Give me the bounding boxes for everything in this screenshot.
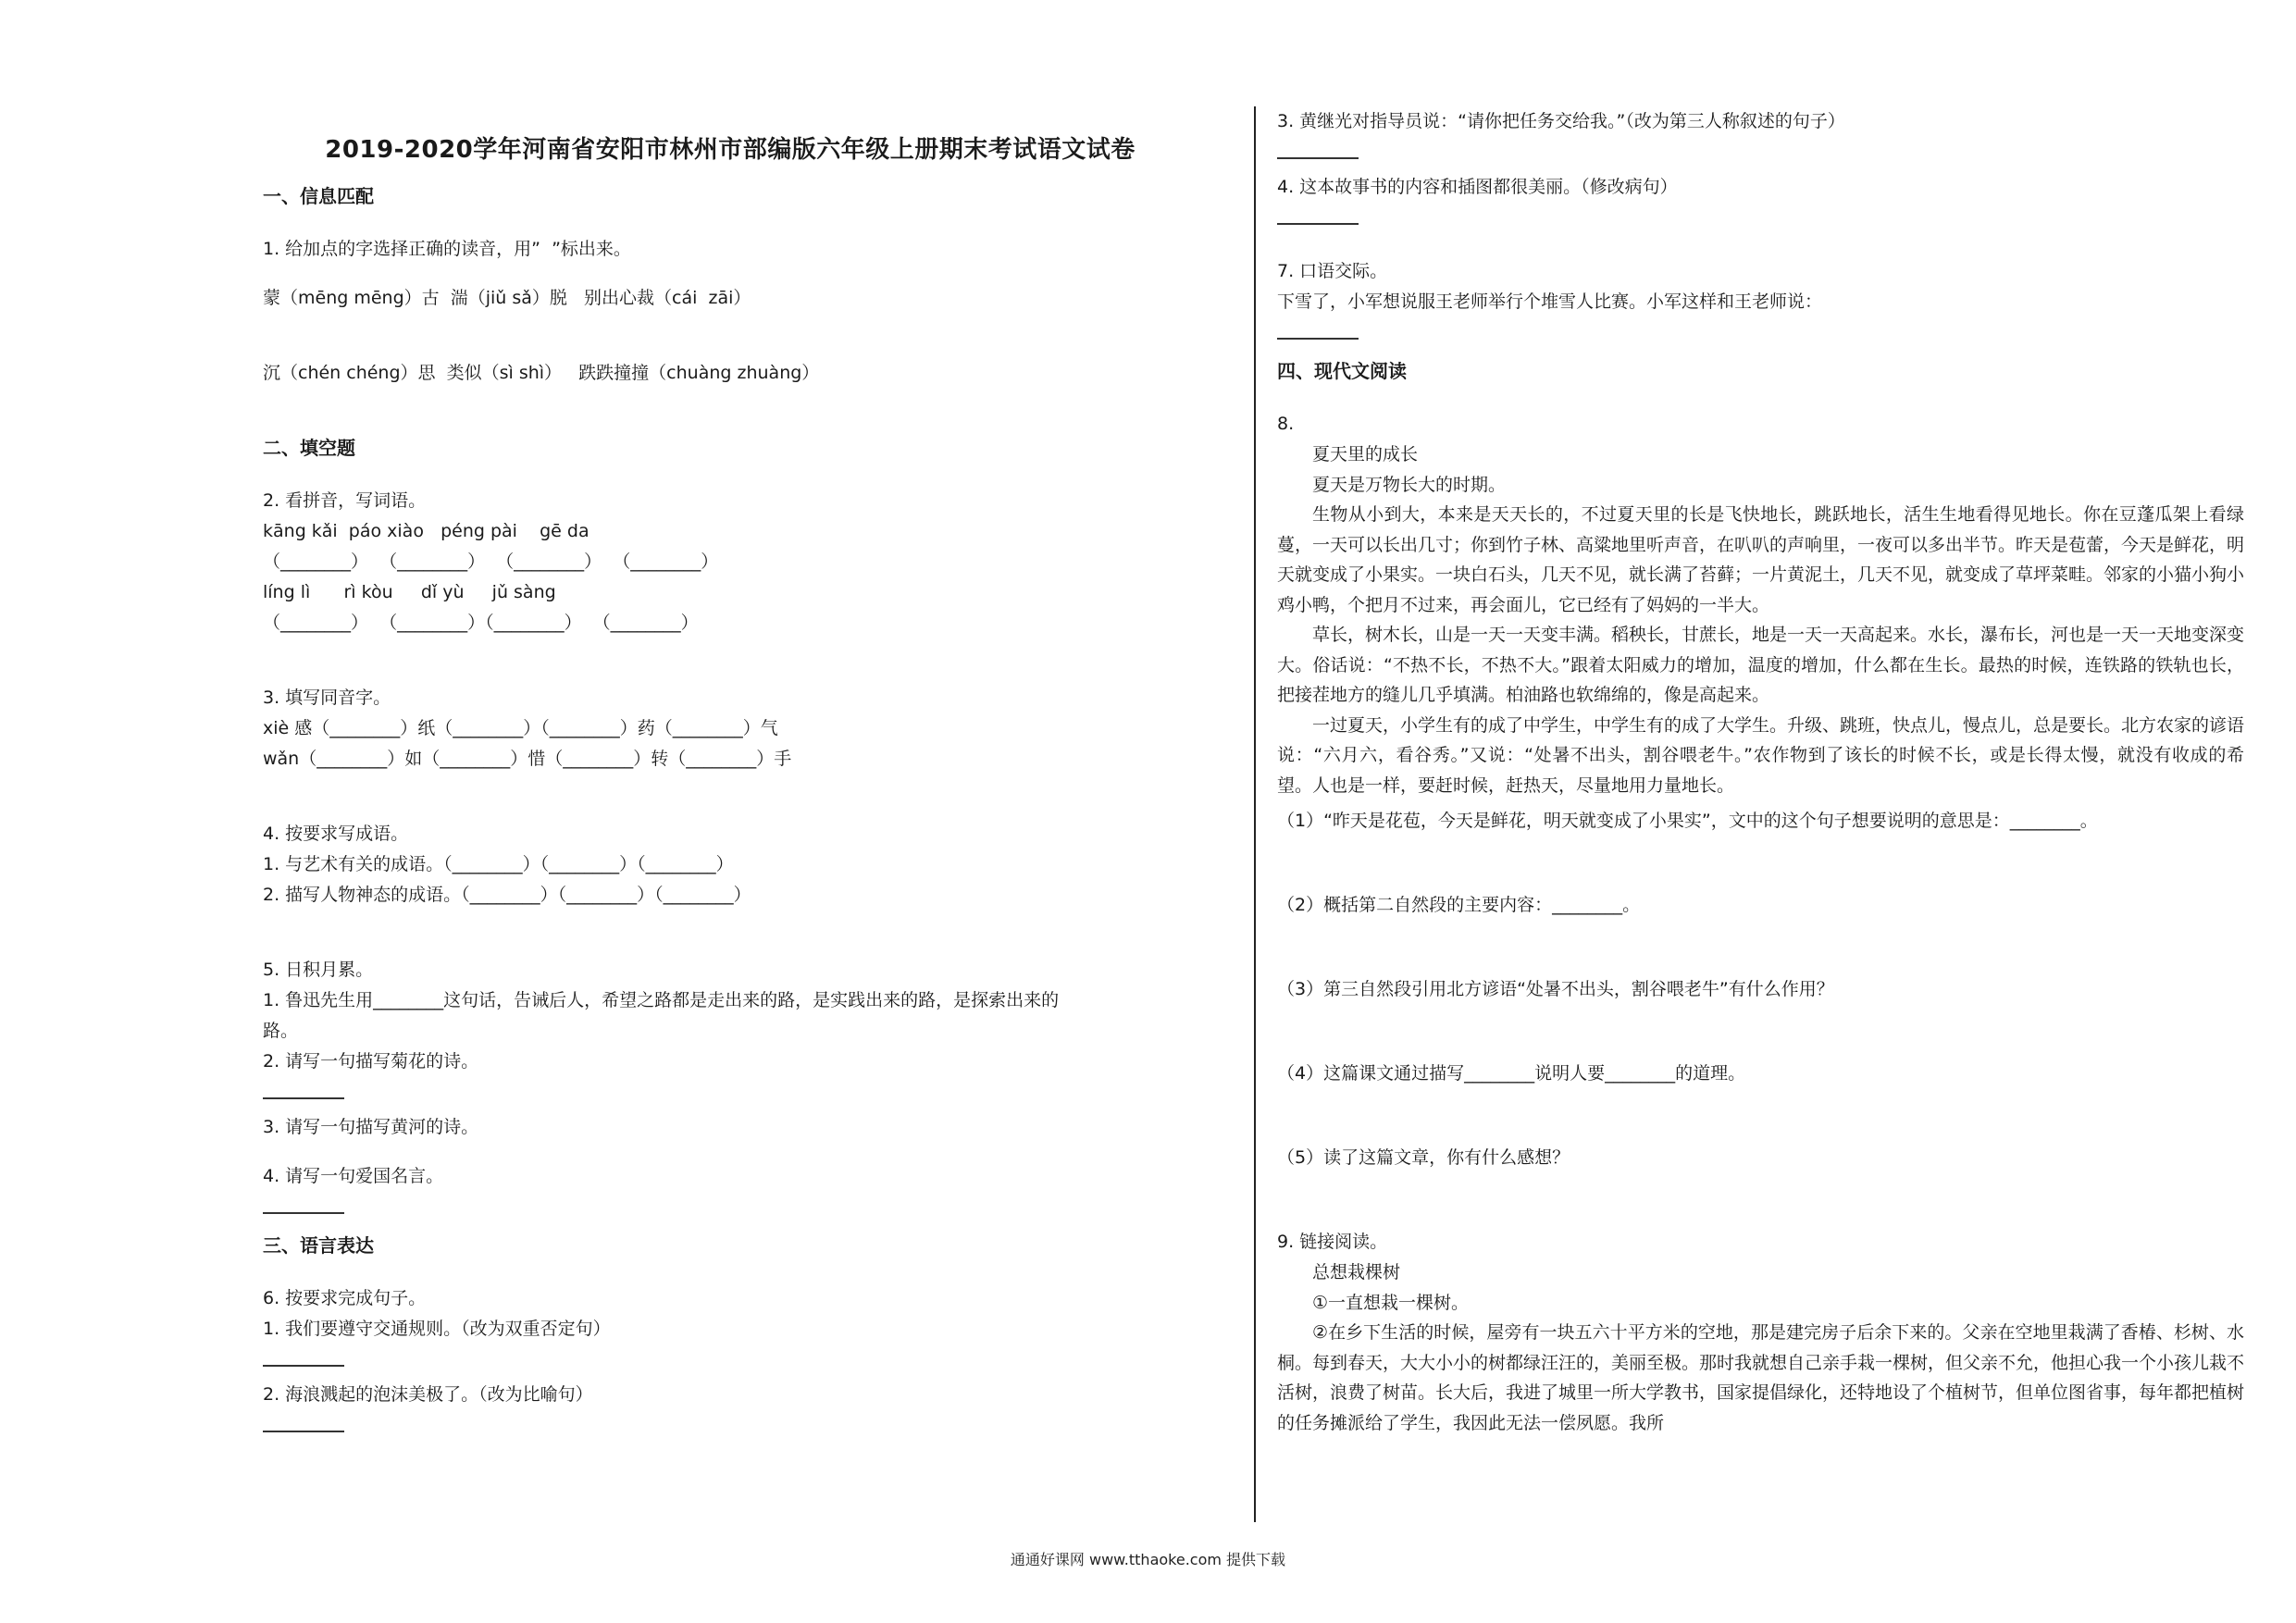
question-7-text: 下雪了，小军想说服王老师举行个堆雪人比赛。小军这样和王老师说：: [1277, 291, 1823, 312]
question-5-2: 2. 请写一句描写菊花的诗。: [263, 1051, 479, 1072]
question-4-row-1: 1. 与艺术有关的成语。（________）（________）（________）: [263, 854, 734, 874]
passage-1-para-3: 草长，树木长，山是一天一天变丰满。稻秧长，甘蔗长，地是一天一天高起来。水长，瀑布长，河也是一天一天地变深变大。俗话说：“不热不长，不热不大。”跟着太阳威力的增加，温度的增加，什么都在生长。最热的时候，连铁路的铁轨也长，把接茬地方的缝儿几乎填满。柏油路也软绵绵的，像是高起来。: [1277, 625, 2245, 705]
question-5-4: 4. 请写一句爱国名言。: [263, 1166, 444, 1186]
question-7: 7. 口语交际。: [1277, 261, 1388, 281]
passage-1-para-2: 生物从小到大，本来是天天长的，不过夏天里的长是飞快地长，跳跃地长，活生生地看得见地长。你在豆蓬瓜架上看绿蔓，一天可以长出几寸；你到竹子林、高粱地里听声音，在叭叭的声响里，一夜可以多出半节。昨天是苞蕾，今天是鲜花，明天就变成了小果实。一块白石头，几天不见，就长满了苔藓；一片黄泥土，几天不见，就变成了草坪菜畦。邻家的小猫小狗小鸡小鸭，个把月不过来，再会面儿，它已经有了妈妈的一半大。: [1277, 504, 2245, 615]
question-2: 2. 看拼音，写词语。: [263, 490, 427, 511]
question-8: 8.: [1277, 414, 1295, 434]
answer-line: [263, 1079, 344, 1099]
question-9: 9. 链接阅读。: [1277, 1232, 1388, 1252]
question-3-row-1: xiè 感（________）纸（________）（________）药（________）气: [263, 718, 778, 738]
question-6-2: 2. 海浪溅起的泡沫美极了。（改为比喻句）: [263, 1384, 593, 1405]
question-5: 5. 日积月累。: [263, 960, 374, 980]
passage-1-para-4: 一过夏天，小学生有的成了中学生，中学生有的成了大学生。升级、跳班，快点儿，慢点儿，总是要长。北方农家的谚语说：“六月六，看谷秀。”又说：“处暑不出头，割谷喂老牛。”农作物到了该长的时候不长，或是长得太慢，就没有收成的希望。人也是一样，要赶时候，赶热天，尽量地用力量地长。: [1277, 714, 2245, 796]
section-4-heading: 四、现代文阅读: [1277, 360, 1407, 382]
column-divider: [1254, 106, 1256, 1522]
question-6: 6. 按要求完成句子。: [263, 1288, 427, 1308]
question-6-3: 3. 黄继光对指导员说：“请你把任务交给我。”（改为第三人称叙述的句子）: [1277, 111, 1845, 131]
question-8-sub-1: （1）“昨天是花苞，今天是鲜花，明天就变成了小果实”，文中的这个句子想要说明的意思是：________。: [1277, 811, 2098, 831]
question-2-blanks-2: （________） （________）（________） （________）: [263, 613, 699, 633]
question-8-sub-2: （2）概括第二自然段的主要内容：________。: [1277, 895, 1641, 915]
question-8-sub-3: （3）第三自然段引用北方谚语“处暑不出头，割谷喂老牛”有什么作用？: [1277, 979, 1834, 999]
left-column: [263, 106, 1198, 1445]
answer-line: [263, 1194, 344, 1214]
question-5-3: 3. 请写一句描写黄河的诗。: [263, 1117, 479, 1137]
question-2-pinyin-1: kāng kǎi páo xiào péng pài gē da: [263, 521, 590, 541]
passage-2-title: 总想栽棵树: [1312, 1262, 1401, 1282]
question-6-4: 4. 这本故事书的内容和插图都很美丽。（修改病句）: [1277, 177, 1678, 197]
question-4-row-2: 2. 描写人物神态的成语。（________）（________）（________）: [263, 885, 751, 905]
passage-1-title: 夏天里的成长: [1312, 444, 1419, 465]
right-column: [1277, 106, 2244, 1438]
section-3-heading: 三、语言表达: [263, 1234, 374, 1257]
page-footer: 通通好课网 www.tthaoke.com 提供下载: [1010, 1551, 1286, 1568]
question-8-sub-4: （4）这篇课文通过描写________说明人要________的道理。: [1277, 1063, 1746, 1084]
question-8-sub-5: （5）读了这篇文章，你有什么感想？: [1277, 1147, 1570, 1168]
answer-line: [1277, 139, 1359, 159]
question-5-1a: 1. 鲁迅先生用________这句话，告诫后人，希望之路都是走出来的路，是实践出来的路，是探索出来的: [263, 990, 1060, 1010]
passage-2-para-1: ①一直想栽一棵树。: [1312, 1292, 1470, 1313]
question-5-1b: 路。: [263, 1021, 299, 1041]
section-1-heading: 一、信息匹配: [263, 185, 374, 207]
question-1-row-1: 蒙（mēng mēng）古 湍（jiǔ sǎ）脱 别出心裁（cái zāi）: [263, 288, 751, 308]
question-2-blanks-1: （________） （________） （________） （________）: [263, 551, 719, 572]
question-6-1: 1. 我们要遵守交通规则。（改为双重否定句）: [263, 1319, 611, 1339]
answer-line: [263, 1346, 344, 1367]
exam-title: 2019-2020学年河南省安阳市林州市部编版六年级上册期末考试语文试卷: [325, 136, 1136, 164]
passage-1-para-1: 夏天是万物长大的时期。: [1312, 474, 1507, 495]
question-1: 1. 给加点的字选择正确的读音，用” ”标出来。: [263, 239, 631, 259]
answer-line: [263, 1412, 344, 1432]
passage-2-para-2: ②在乡下生活的时候，屋旁有一块五六十平方米的空地，那是建完房子后余下来的。父亲在空地里栽满了香椿、杉树、水桐。每到春天，大大小小的树都绿汪汪的，美丽至极。那时我就想自己亲手栽一棵树，但父亲不允，他担心我一个小孩儿栽不活树，浪费了树苗。长大后，我进了城里一所大学教书，国家提倡绿化，还特地设了个植树节，但单位图省事，每年都把植树的任务摊派给了学生，我因此无法一偿夙愿。我所: [1277, 1322, 2245, 1433]
answer-line: [1277, 319, 1359, 340]
question-3: 3. 填写同音字。: [263, 688, 391, 708]
question-2-pinyin-2: líng lì rì kòu dǐ yù jǔ sàng: [263, 582, 556, 602]
question-3-row-2: wǎn（________）如（________）惜（________）转（________）手: [263, 749, 792, 769]
question-1-row-2: 沉（chén chéng）思 类似（sì shì） 跌跌撞撞（chuàng zhuàng）: [263, 363, 820, 383]
answer-line: [1277, 204, 1359, 225]
question-4: 4. 按要求写成语。: [263, 824, 409, 844]
section-2-heading: 二、填空题: [263, 437, 355, 459]
